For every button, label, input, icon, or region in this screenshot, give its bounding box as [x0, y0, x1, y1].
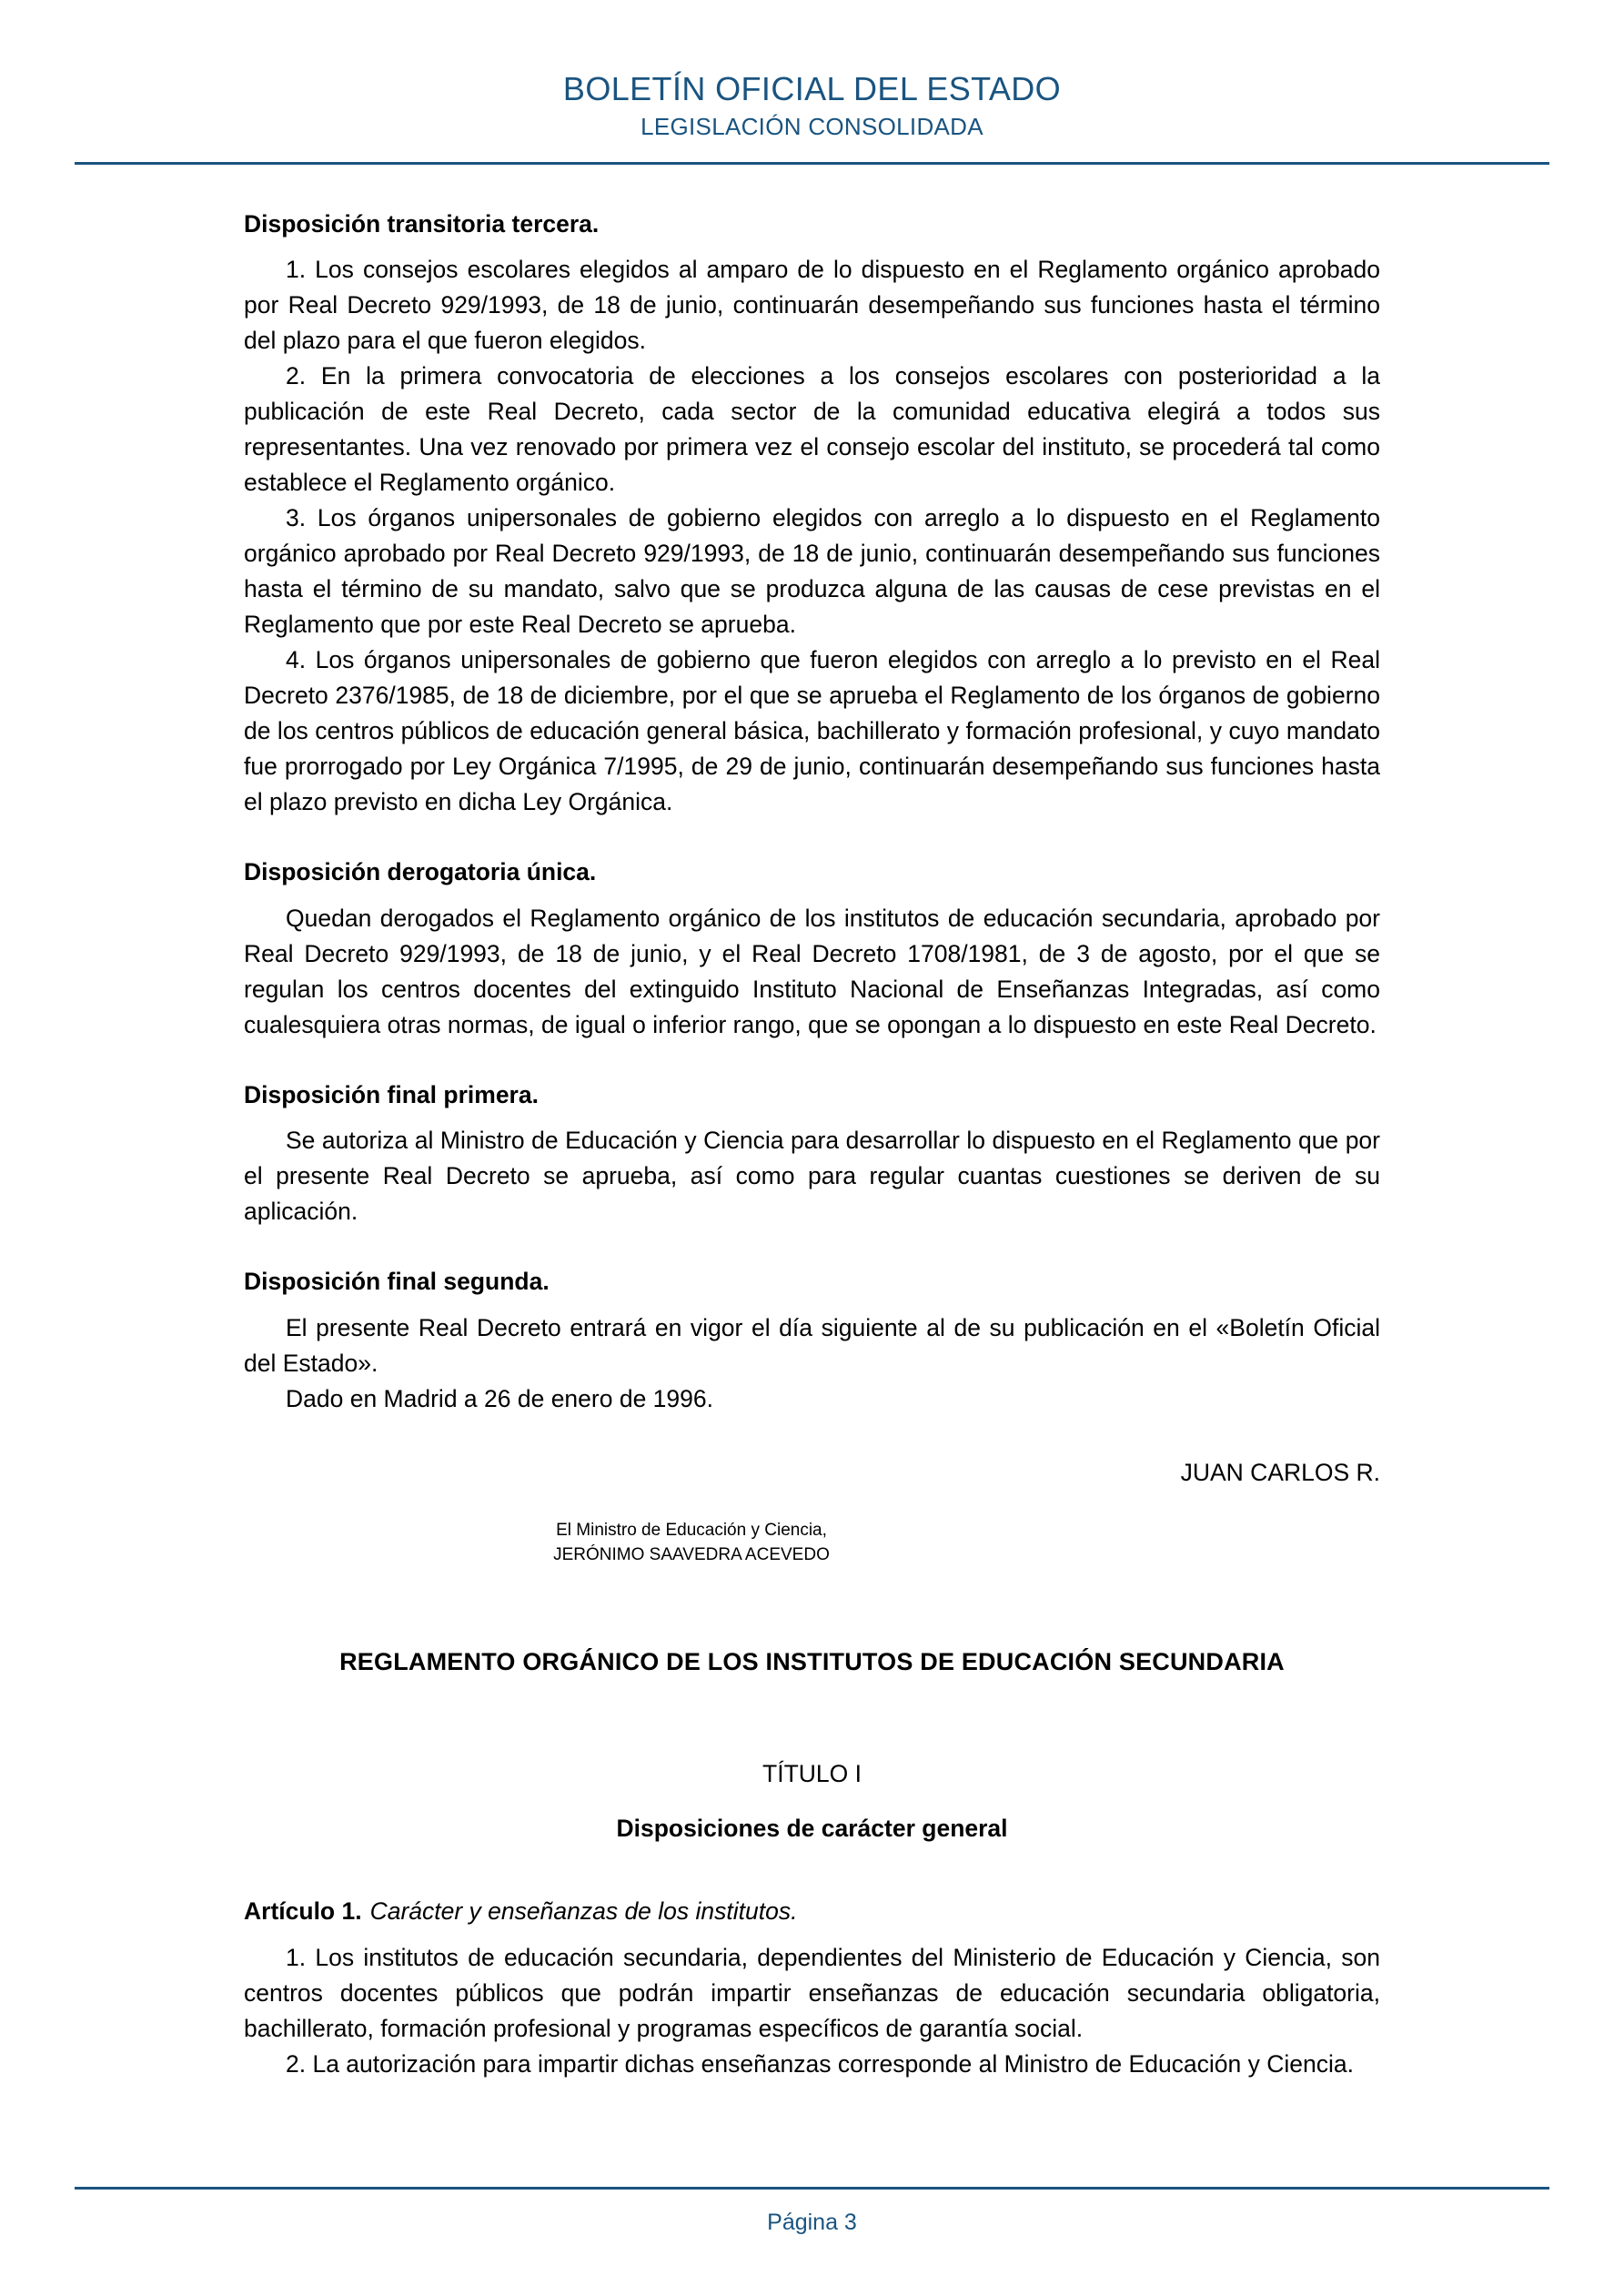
articulo-number: Artículo 1. [244, 1896, 362, 1925]
paragraph-transitoria-1: 1. Los consejos escolares elegidos al amparo de lo dispuesto en el Reglamento orgánico aprobado por Real Decreto 929/1993, de 18 de junio, continuarán desempeñando sus funciones hasta el término del plazo para el que fueron elegidos. [244, 256, 1380, 355]
signature-king: JUAN CARLOS R. [1180, 1459, 1380, 1487]
boe-title: BOLETÍN OFICIAL DEL ESTADO [562, 70, 1062, 107]
document-body [0, 165, 1624, 2083]
footer-divider [75, 2187, 1549, 2190]
minister-name: JERÓNIMO SAAVEDRA ACEVEDO [553, 1545, 830, 1565]
heading-disposicion-final-segunda: Disposición final segunda. [244, 1268, 550, 1296]
heading-disposicion-transitoria-tercera: Disposición transitoria tercera. [244, 209, 600, 238]
paragraph-dado-en-madrid: Dado en Madrid a 26 de enero de 1996. [286, 1385, 713, 1413]
paragraph-transitoria-2: 2. En la primera convocatoria de elecciones a los consejos escolares con posterioridad a la publicación de este Real Decreto, cada sector de la comunidad educativa elegirá a todos sus representantes. Una vez renovado por primera vez el consejo escolar del instituto, se procederá tal como establece el Reglamento orgánico. [244, 362, 1380, 497]
titulo-roman: TÍTULO I [762, 1759, 862, 1787]
reglamento-title: REGLAMENTO ORGÁNICO DE LOS INSTITUTOS DE EDUCACIÓN SECUNDARIA [339, 1647, 1285, 1675]
paragraph-transitoria-4: 4. Los órganos unipersonales de gobierno que fueron elegidos con arreglo a lo previsto en el Real Decreto 2376/1985, de 18 de diciembre, por el que se aprueba el Reglamento de los órganos de gobierno de los centros públicos de educación general básica, bachillerato y formación profesional, y cuyo mandato fue prorrogado por Ley Orgánica 7/1995, de 29 de junio, continuarán desempeñando sus funciones hasta el plazo previsto en dicha Ley Orgánica. [244, 645, 1380, 815]
heading-disposicion-final-primera: Disposición final primera. [244, 1080, 539, 1108]
paragraph-articulo1-1: 1. Los institutos de educación secundaria, dependientes del Ministerio de Educación y Ciencia, son centros docentes públicos que podrán impartir enseñanzas de educación secundaria obligatoria, bachillerato, formación profesional y programas específicos de garantía social. [244, 1944, 1380, 2043]
paragraph-articulo1-2: 2. La autorización para impartir dichas enseñanzas corresponde al Ministro de Educación y Ciencia. [286, 2050, 1354, 2079]
paragraph-derogatoria-1: Quedan derogados el Reglamento orgánico de los institutos de educación secundaria, aprobado por Real Decreto 929/1993, de 18 de junio, y el Real Decreto 1708/1981, de 3 de agosto, por el que se regulan los centros docentes del extinguido Instituto Nacional de Enseñanzas Integradas, así como cualesquiera otras normas, de igual o inferior rango, que se opongan a lo dispuesto en este Real Decreto. [244, 904, 1380, 1038]
boe-subtitle: LEGISLACIÓN CONSOLIDADA [641, 113, 983, 141]
paragraph-transitoria-3: 3. Los órganos unipersonales de gobierno elegidos con arreglo a lo dispuesto en el Reglamento orgánico aprobado por Real Decreto 929/1993, de 18 de junio, continuarán desempeñando sus funciones hasta el término de su mandato, salvo que se produzca alguna de las causas de cese previstas en el Reglamento que por este Real Decreto se aprueba. [244, 504, 1380, 638]
titulo-subtitle: Disposiciones de carácter general [616, 1815, 1008, 1843]
heading-disposicion-derogatoria-unica: Disposición derogatoria única. [244, 857, 597, 885]
articulo-title: Carácter y enseñanzas de los institutos. [369, 1896, 798, 1925]
signature-minister-block [244, 1518, 1139, 1568]
articulo-1-heading [244, 1896, 1380, 1928]
document-footer [0, 2187, 1624, 2296]
paragraph-final-primera-1: Se autoriza al Ministro de Educación y Ciencia para desarrollar lo dispuesto en el Reglamento que por el presente Real Decreto se aprueba, así como para regular cuantas cuestiones se deriven de su aplicación. [244, 1127, 1380, 1226]
document-header [0, 0, 1624, 142]
spacer [244, 1927, 1380, 1940]
paragraph-final-segunda-1: El presente Real Decreto entrará en vigor el día siguiente al de su publicación en el «Boletín Oficial del Estado». [244, 1314, 1380, 1378]
minister-role: El Ministro de Educación y Ciencia, [556, 1520, 827, 1540]
page-number: Página 3 [767, 2210, 857, 2235]
